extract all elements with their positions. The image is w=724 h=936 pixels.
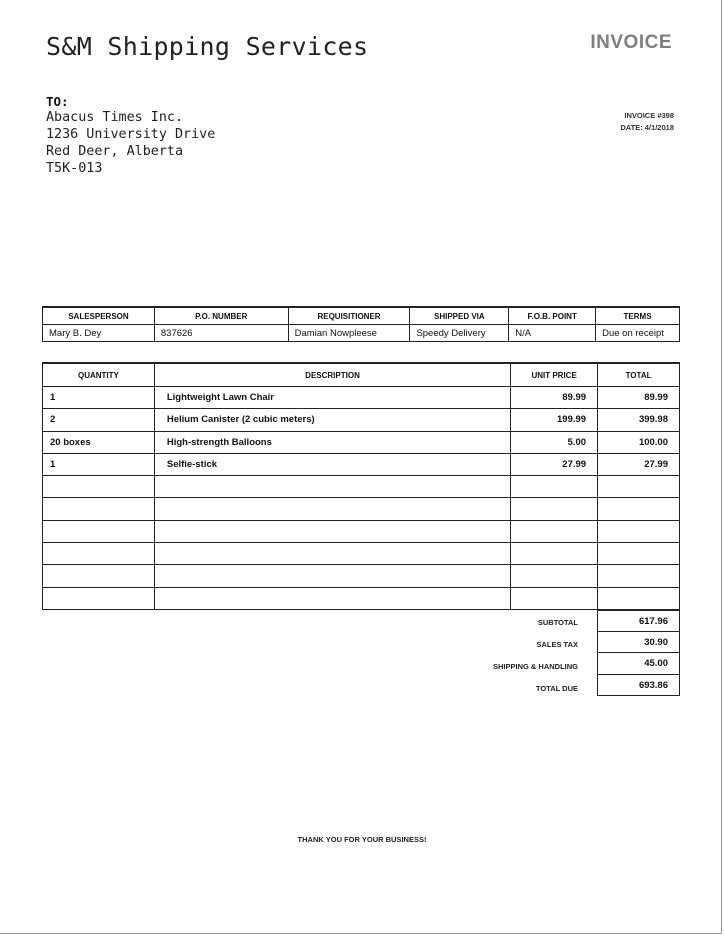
header-shipped-via: SHIPPED VIA [410, 307, 509, 325]
header-quantity: QUANTITY [43, 363, 155, 387]
line-items-header-row [43, 363, 680, 387]
header-terms: TERMS [596, 307, 680, 325]
empty-cell [598, 543, 680, 565]
header-salesperson: SALESPERSON [43, 307, 155, 325]
empty-cell [598, 520, 680, 542]
empty-cell [154, 543, 510, 565]
table-row [43, 453, 680, 475]
table-row [43, 387, 680, 409]
empty-cell [43, 520, 155, 542]
empty-cell [511, 520, 598, 542]
empty-table-row [43, 565, 680, 587]
requisitioner-value: Damian Nowpleese [288, 325, 410, 342]
terms-value: Due on receipt [596, 325, 680, 342]
line-total-cell: 27.99 [598, 453, 680, 475]
empty-cell [511, 498, 598, 520]
shipped-via-value: Speedy Delivery [410, 325, 509, 342]
thank-you-note: THANK YOU FOR YOUR BUSINESS! [297, 835, 427, 844]
header-total: TOTAL [598, 363, 680, 387]
unit-price-cell: 27.99 [511, 453, 598, 475]
header-po-number: P.O. NUMBER [154, 307, 288, 325]
line-total-cell: 89.99 [598, 387, 680, 409]
empty-cell [511, 543, 598, 565]
total-due-value: 693.86 [597, 675, 680, 697]
description-cell: Selfie-stick [154, 453, 510, 475]
empty-cell [154, 565, 510, 587]
empty-cell [598, 498, 680, 520]
empty-cell [598, 587, 680, 609]
description-cell: Helium Canister (2 cubic meters) [154, 409, 510, 431]
po-number-value: 837626 [154, 325, 288, 342]
empty-cell [43, 543, 155, 565]
order-info-value-row [43, 325, 680, 342]
invoice-number: INVOICE #398 [624, 111, 674, 120]
recipient-postal: T5K-013 [46, 161, 103, 176]
empty-cell [598, 565, 680, 587]
table-row [43, 431, 680, 453]
empty-table-row [43, 587, 680, 609]
header-requisitioner: REQUISITIONER [288, 307, 410, 325]
line-total-cell: 100.00 [598, 431, 680, 453]
shipping-label: SHIPPING & HANDLING [492, 662, 578, 671]
description-cell: Lightweight Lawn Chair [154, 387, 510, 409]
quantity-cell: 2 [43, 409, 155, 431]
document-title: INVOICE [590, 32, 672, 53]
line-items-table [42, 362, 680, 610]
empty-cell [43, 587, 155, 609]
subtotal-label: SUBTOTAL [537, 618, 578, 627]
table-row [43, 409, 680, 431]
empty-cell [154, 498, 510, 520]
recipient-label: TO: [46, 94, 69, 109]
unit-price-cell: 199.99 [511, 409, 598, 431]
salesperson-value: Mary B. Dey [43, 325, 155, 342]
empty-cell [154, 476, 510, 498]
header-fob-point: F.O.B. POINT [509, 307, 596, 325]
empty-cell [154, 587, 510, 609]
subtotal-value: 617.96 [597, 610, 680, 632]
recipient-name: Abacus Times Inc. [46, 110, 184, 125]
description-cell: High-strength Balloons [154, 431, 510, 453]
sales-tax-value: 30.90 [597, 632, 680, 654]
header-description: DESCRIPTION [154, 363, 510, 387]
invoice-date: DATE: 4/1/2018 [620, 123, 674, 132]
unit-price-cell: 89.99 [511, 387, 598, 409]
empty-cell [511, 476, 598, 498]
recipient-city: Red Deer, Alberta [46, 144, 184, 159]
unit-price-cell: 5.00 [511, 431, 598, 453]
quantity-cell: 1 [43, 387, 155, 409]
empty-table-row [43, 520, 680, 542]
shipping-value: 45.00 [597, 653, 680, 675]
totals-box [597, 610, 680, 696]
empty-cell [511, 587, 598, 609]
sales-tax-label: SALES TAX [536, 640, 578, 649]
quantity-cell: 20 boxes [43, 431, 155, 453]
order-info-header-row [43, 307, 680, 325]
header-unit-price: UNIT PRICE [511, 363, 598, 387]
empty-table-row [43, 543, 680, 565]
empty-cell [511, 565, 598, 587]
recipient-street: 1236 University Drive [46, 127, 216, 142]
empty-cell [154, 520, 510, 542]
line-total-cell: 399.98 [598, 409, 680, 431]
empty-cell [43, 476, 155, 498]
quantity-cell: 1 [43, 453, 155, 475]
empty-cell [43, 498, 155, 520]
total-due-label: TOTAL DUE [535, 684, 578, 693]
order-info-table [42, 306, 680, 342]
company-name: S&M Shipping Services [46, 32, 369, 61]
empty-table-row [43, 476, 680, 498]
fob-point-value: N/A [509, 325, 596, 342]
empty-cell [43, 565, 155, 587]
empty-cell [598, 476, 680, 498]
empty-table-row [43, 498, 680, 520]
